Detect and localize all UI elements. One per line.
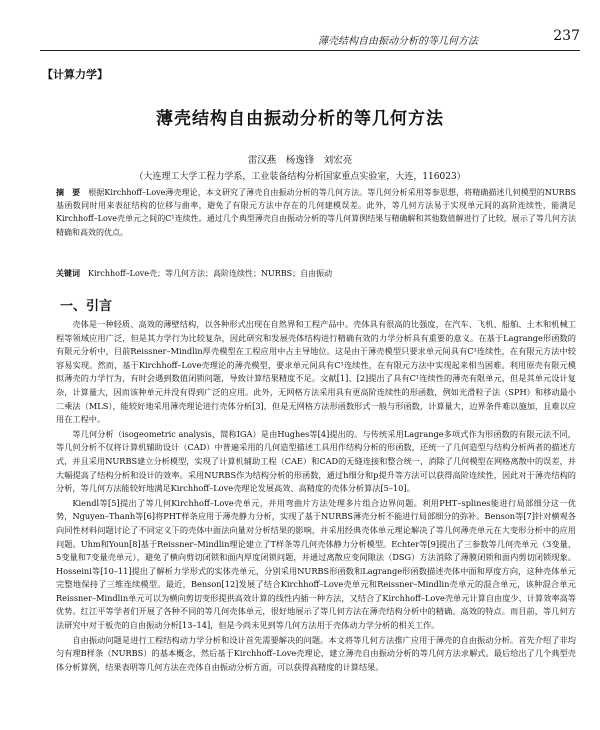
keywords-label: 关键词 bbox=[56, 268, 80, 278]
body-paragraph: 自由振动问题是进行工程结构动力学分析和设计首先需要解决的问题。本文将等几何方法推广应用于薄壳的自由振动分析。首先介绍了非均匀有理B样条（NURBS）的基本概念，然后基于Kirchhoff–Love壳理论，建立薄壳自由振动分析的等几何方法求解式。最后给出了几个典型壳体分析算例，结果表明等几何方法在壳体自由振动分析方面，可以获得高精度的计算结果。 bbox=[56, 634, 576, 672]
keywords bbox=[56, 268, 576, 279]
page-number: 237 bbox=[553, 28, 580, 44]
abstract-label: 摘 要 bbox=[56, 187, 81, 197]
abstract-text: 根据Kirchhoff–Love薄壳理论，本文研究了薄壳自由振动分析的等几何方法。等几何分析采用等参思想，将精确描述几何模型的NURBS基函数同时用来表征结构的位移与曲率，避免了有限元方法中存在的几何建模误差。此外，等几何方法易于实现单元间的高阶连续性，能满足Kirchhoff–Love壳单元之间的C¹连续性。通过几个典型薄壳自由振动分析的等几何算例结果与精确解和其他数值解进行了比较，展示了等几何方法精确和高效的优点。 bbox=[56, 188, 576, 237]
header-rule bbox=[40, 50, 580, 51]
keywords-text: Kirchhoff–Love壳；等几何方法；高阶连续性；NURBS；自由振动 bbox=[88, 269, 333, 278]
author-affiliation: （大连理工大学工程力学系，工业装备结构分析国家重点实验室，大连，116023） bbox=[134, 172, 466, 182]
running-head-title: 薄壳结构自由振动分析的等几何方法 bbox=[318, 36, 478, 47]
paper-title: 薄壳结构自由振动分析的等几何方法 bbox=[156, 109, 444, 129]
body-paragraph: 等几何分析（isogeometric analysis，简称IGA）是由Hughes等[4]提出的。与传统采用Lagrange多项式作为形函数的有限元法不同，等几何分析不仅将计算机辅助设计（CAD）中普遍采用的几何造型描述工具用作结构分析的形函数，还统一了几何造型与结构分析两者的描述方式，并且采用NURBS建立分析模型，实现了计算机辅助工程（CAE）和CAD的无缝连接和整合统一，消除了几何模型在网格离散中的误差，并大幅提高了结构分析和设计的效率。采用NURBS作为结构分析的形函数，通过h细分和p提升等方法可以获得高阶连续性，因此对于薄壳结构的分析，等几何方法能较好地满足Kirchhoff–Love壳理论发展高效、高精度的壳体分析算法[5–10]。 bbox=[56, 428, 576, 494]
abstract bbox=[56, 186, 576, 239]
running-head bbox=[318, 28, 580, 48]
author-list: 雷汉燕 杨逸锋 刘宏亮 bbox=[247, 155, 353, 166]
body-paragraph: Kiendl等[5]提出了等几何Kirchhoff–Love壳单元，并用弯曲片方法处理多片组合边界问题。利用PHT–splines能进行局部细分这一优势，Nguyen–Thanh等[6]将PHT样条应用于薄壳静力分析，实现了基于NURBS薄壳分析不能进行局部细分的弥补。Benson等[7]针对横观各向同性材料问题讨论了不同定义下的壳体中面法向量对分析结果的影响，并采用经典壳体单元理论解决了等几何薄壳单元在大变形分析中的应用问题。Uhm和Youn[8]基于Reissner–Mindlin理论建立了T样条等几何壳体静力分析模型。Echter等[9]提出了三参数等几何壳单元（3变量、5变量和7变量壳单元），避免了横向剪切闭锁和面内厚度闭锁问题，并通过离散应变间隙法（DSG）方法消除了薄膜闭锁和面内剪切闭锁现象。Hosseini等[10–11]提出了解析力学形式的实体壳单元，分别采用NURBS形函数和Lagrange形函数描述壳体中面和厚度方向，这种壳体单元完整地保持了三维连续模型。最近，Benson[12]发展了结合Kirchhoff–Love壳单元和Reissner–Mindlin壳单元的混合单元，该种混合单元Reissner–Mindlin单元可以为横向剪切变形提供高效计算的线性内插一种方法，又结合了Kirchhoff–Love壳单元计算自由度少、计算效率高等优势。红江平等学者们开展了各种不同的等几何壳体单元，很好地展示了等几何方法在薄壳结构分析中的精确、高效的特点。而目前，等几何方法研究中对于板壳的自由振动分析[13–14]，但是今尚未见到等几何方法用于壳体动力学分析的相关工作。 bbox=[56, 497, 576, 631]
body-text bbox=[56, 318, 576, 722]
body-paragraph: 壳体是一种轻质、高效的薄壁结构，以各种形式出现在自然界和工程产品中。壳体具有很高的比强度，在汽车、飞机、船舶、土木和机械工程等领域应用广泛，但是其力学行为比较复杂，因此研究和发展壳体结构进行精确有效的力学分析具有重要的意义。在基于Lagrange形函数的有限元分析中，目前Reissner–Mindlin厚壳模型在工程应用中占主导地位。这是由于薄壳模型只要求单元间具有C¹连续性，在有限元方法中较容易实现。然而，基于Kirchhoff–Love壳理论的薄壳模型，要求单元间具有C¹连续性，在有限元方法中实现起来相当困难。利用原壳有限元模拟薄壳的力学行为，有时会遇到数值闭锁问题，导致计算结果精度不足。文献[1]、[2]提出了具有C¹连续性的薄壳有限单元，但是其单元设计复杂，计算量大，因而该种单元并没有得到广泛的应用。此外，无网格方法采用具有更高阶连续性的形函数，例如光滑粒子法（SPH）和移动最小二乘法（MLS），能较好地采用薄壳理论进行壳体分析[3]，但是无网格方法形函数形式一般与形函数，计算量大，边界条件难以施加，且难以应用在工程中。 bbox=[56, 319, 576, 425]
section-tag: 【计算力学】 bbox=[42, 68, 108, 81]
section-heading-introduction: 一、引言 bbox=[60, 299, 113, 314]
